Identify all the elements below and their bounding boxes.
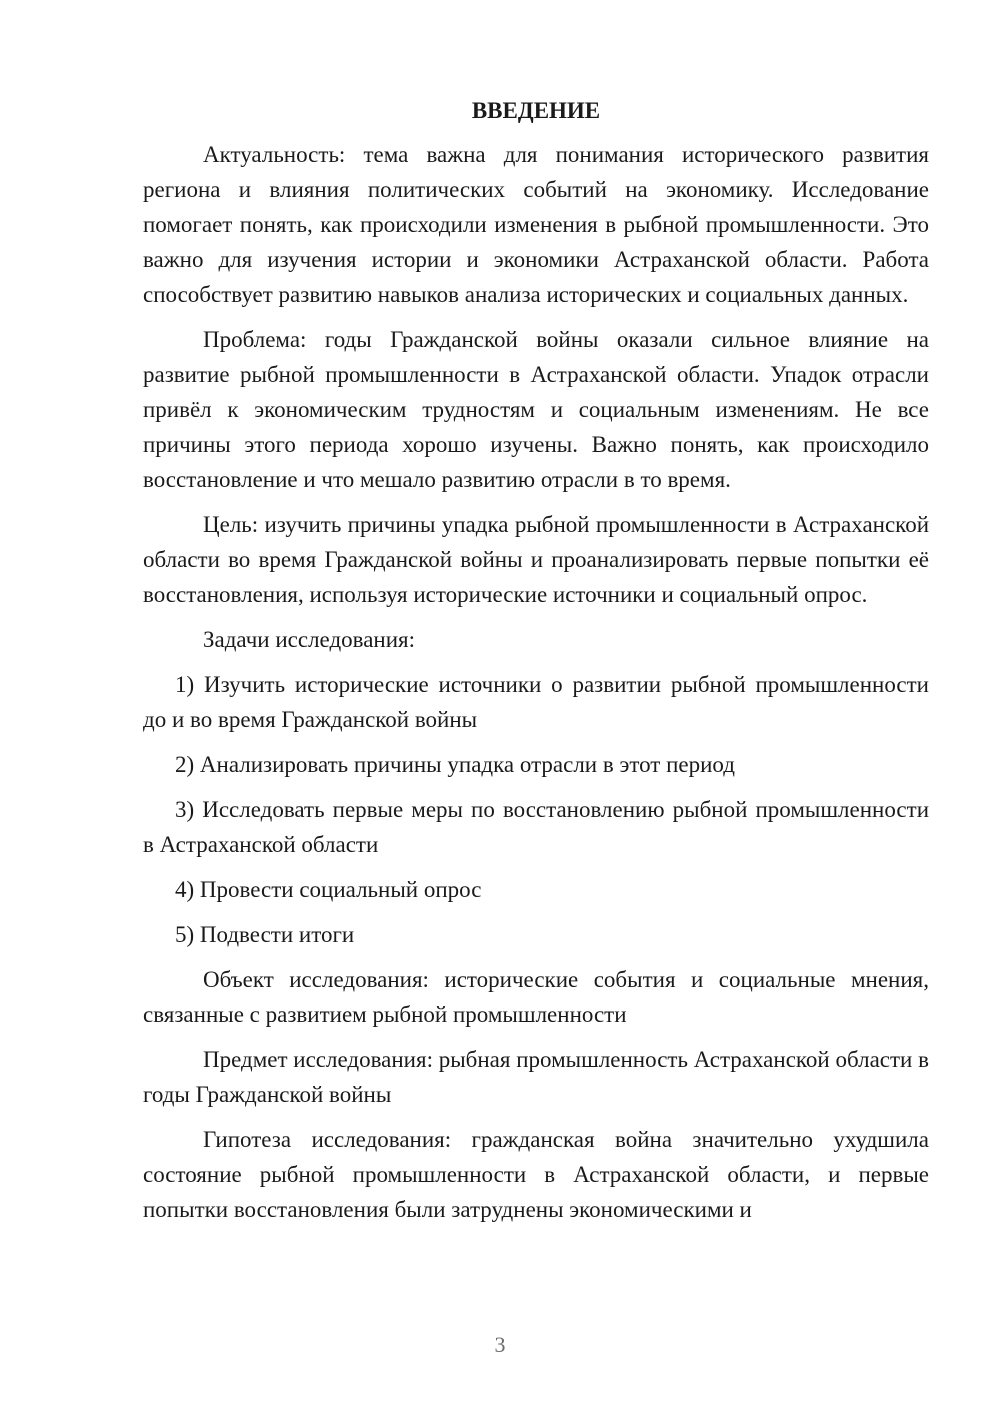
- task-item-1: 1) Изучить исторические источники о развитии рыбной промышленности до и во время Гражданской войны: [143, 672, 929, 732]
- task-item-2: 2) Анализировать причины упадка отрасли в этот период: [175, 752, 735, 777]
- relevance-paragraph: Актуальность: тема важна для понимания исторического развития региона и влияния политических событий на экономику. Исследование помогает понять, как происходили изменения в рыбной промышленности. Это важно для изучения истории и экономики Астраханской области. Работа способствует развитию навыков анализа исторических и социальных данных.: [143, 142, 929, 307]
- tasks-heading: Задачи исследования:: [203, 627, 416, 652]
- task-item-5: 5) Подвести итоги: [175, 922, 355, 947]
- goal-paragraph: Цель: изучить причины упадка рыбной промышленности в Астраханской области во время Гражданской войны и проанализировать первые попытки её восстановления, используя исторические источники и социальный опрос.: [143, 512, 929, 607]
- object-paragraph: Объект исследования: исторические события и социальные мнения, связанные с развитием рыбной промышленности: [143, 967, 929, 1027]
- subject-paragraph: Предмет исследования: рыбная промышленность Астраханской области в годы Гражданской войны: [143, 1047, 929, 1107]
- page-number: 3: [494, 1332, 506, 1357]
- task-item-3: 3) Исследовать первые меры по восстановлению рыбной промышленности в Астраханской области: [143, 797, 929, 857]
- task-item-4: 4) Провести социальный опрос: [175, 877, 482, 902]
- hypothesis-paragraph: Гипотеза исследования: гражданская война значительно ухудшила состояние рыбной промышленности в Астраханской области, и первые попытки восстановления были затруднены экономическими и: [143, 1127, 929, 1222]
- section-title: ВВЕДЕНИЕ: [471, 98, 601, 123]
- page-content: [143, 94, 929, 1237]
- problem-paragraph: Проблема: годы Гражданской войны оказали сильное влияние на развитие рыбной промышленности в Астраханской области. Упадок отрасли привёл к экономическим трудностям и социальным изменениям. Не все причины этого периода хорошо изучены. Важно понять, как происходило восстановление и что мешало развитию отрасли в то время.: [143, 327, 929, 492]
